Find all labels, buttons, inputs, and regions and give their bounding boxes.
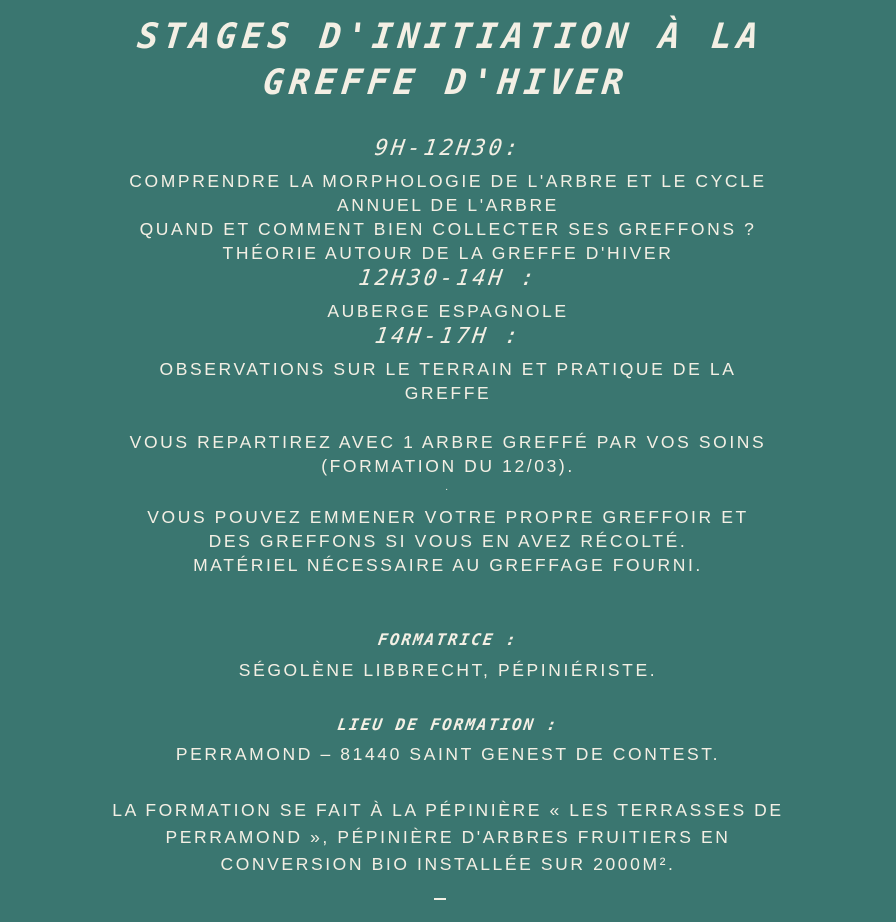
lunch-heading: 12H30-14H : bbox=[356, 266, 540, 291]
morning-line-3: QUAND ET COMMENT BIEN COLLECTER SES GREFFONS ? bbox=[139, 219, 757, 239]
separator-dot: . bbox=[445, 482, 451, 493]
takeaway-line-2: (FORMATION DU 12/03). bbox=[321, 456, 575, 476]
morning-heading: 9H-12H30: bbox=[373, 136, 523, 161]
title-line-2: GREFFE D'HIVER bbox=[260, 63, 631, 103]
morning-section bbox=[0, 169, 896, 265]
afternoon-line-1: OBSERVATIONS SUR LE TERRAIN ET PRATIQUE DE LA bbox=[159, 359, 737, 379]
location-value: PERRAMOND – 81440 SAINT GENEST DE CONTEST. bbox=[175, 744, 721, 764]
bring-text bbox=[0, 505, 896, 577]
bottom-dash-mark bbox=[434, 898, 446, 900]
location-heading: LIEU DE FORMATION : bbox=[336, 715, 560, 734]
nursery-line-3: CONVERSION BIO INSTALLÉE SUR 2000M². bbox=[220, 854, 676, 874]
bring-line-3: MATÉRIEL NÉCESSAIRE AU GREFFAGE FOURNI. bbox=[193, 555, 703, 575]
trainer-value: SÉGOLÈNE LIBBRECHT, PÉPINIÉRISTE. bbox=[238, 660, 658, 680]
page-title bbox=[0, 14, 896, 106]
nursery-line-1: LA FORMATION SE FAIT À LA PÉPINIÈRE « LES TERRASSES DE bbox=[112, 800, 784, 820]
afternoon-line-2: GREFFE bbox=[404, 383, 492, 403]
afternoon-heading: 14H-17H : bbox=[373, 324, 523, 349]
bring-line-1: VOUS POUVEZ EMMENER VOTRE PROPRE GREFFOIR ET bbox=[147, 507, 749, 527]
morning-line-4: THÉORIE AUTOUR DE LA GREFFE D'HIVER bbox=[222, 243, 674, 263]
trainer-heading: FORMATRICE : bbox=[376, 630, 520, 649]
title-line-1: STAGES D'INITIATION À LA bbox=[135, 17, 766, 57]
lunch-line: AUBERGE ESPAGNOLE bbox=[327, 301, 569, 321]
afternoon-section bbox=[0, 357, 896, 405]
takeaway-line-1: VOUS REPARTIREZ AVEC 1 ARBRE GREFFÉ PAR VOS SOINS bbox=[129, 432, 767, 452]
bring-line-2: DES GREFFONS SI VOUS EN AVEZ RÉCOLTÉ. bbox=[208, 531, 688, 551]
morning-line-1: COMPRENDRE LA MORPHOLOGIE DE L'ARBRE ET LE CYCLE bbox=[129, 171, 767, 191]
morning-line-2: ANNUEL DE L'ARBRE bbox=[337, 195, 559, 215]
takeaway-text bbox=[0, 430, 896, 478]
nursery-line-2: PERRAMOND », PÉPINIÈRE D'ARBRES FRUITIERS EN bbox=[165, 827, 731, 847]
nursery-text bbox=[0, 797, 896, 878]
